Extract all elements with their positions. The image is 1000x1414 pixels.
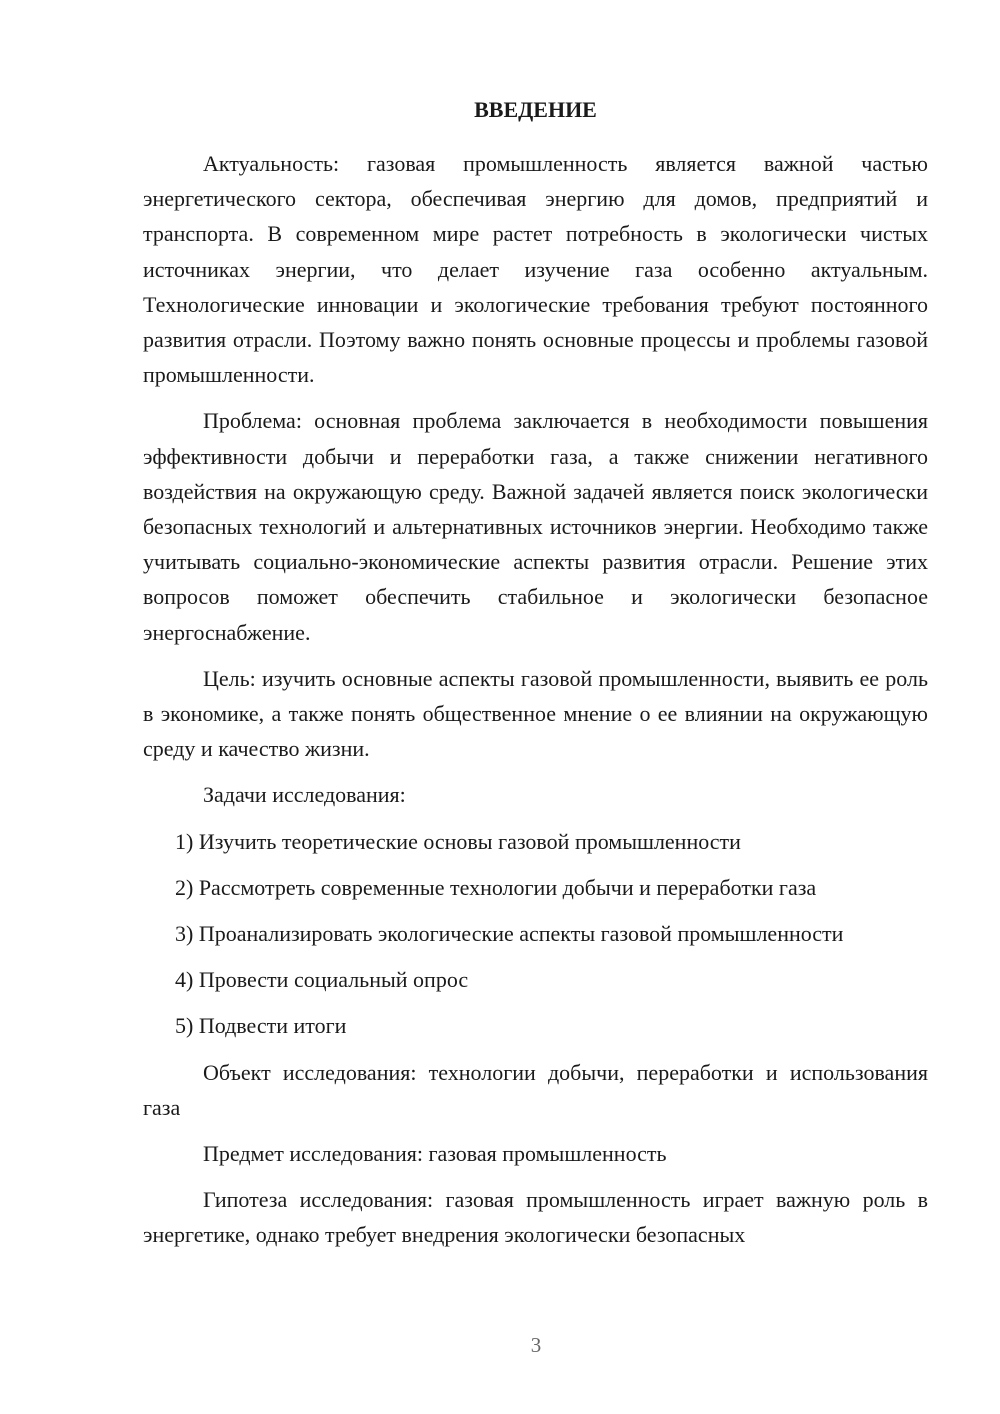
task-item-1: 1) Изучить теоретические основы газовой промышленности (175, 828, 741, 854)
task-item-5: 5) Подвести итоги (175, 1013, 347, 1039)
task-item-2: 2) Рассмотреть современные технологии добычи и переработки газа (175, 874, 817, 900)
object-paragraph: Объект исследования: технологии добычи, переработки и использования газа (143, 1059, 928, 1120)
subject-paragraph: Предмет исследования: газовая промышленность (203, 1141, 667, 1167)
relevance-paragraph: Актуальность: газовая промышленность является важной частью энергетического сектора, обеспечивая энергию для домов, предприятий и транспорта. В современном мире растет потребность в экологически чистых источниках энергии, что делает изучение газа особенно актуальным. Технологические инновации и экологические требования требуют постоянного развития отрасли. Поэтому важно понять основные процессы и проблемы газовой промышленности. (143, 151, 928, 388)
goal-paragraph: Цель: изучить основные аспекты газовой промышленности, выявить ее роль в экономике, а также понять общественное мнение о ее влиянии на окружающую среду и качество жизни. (143, 665, 928, 762)
hypothesis-paragraph: Гипотеза исследования: газовая промышленность играет важную роль в энергетике, однако требует внедрения экологически безопасных (143, 1187, 928, 1248)
task-item-4: 4) Провести социальный опрос (175, 967, 469, 993)
tasks-title: Задачи исследования: (203, 782, 406, 808)
page-title: ВВЕДЕНИЕ (474, 97, 597, 122)
task-item-3: 3) Проанализировать экологические аспекты газовой промышленности (175, 921, 844, 947)
page-number: 3 (530, 1333, 542, 1357)
problem-paragraph: Проблема: основная проблема заключается в необходимости повышения эффективности добычи и переработки газа, а также снижении негативного воздействия на окружающую среду. Важной задачей является поиск экологически безопасных технологий и альтернативных источников энергии. Необходимо также учитывать социально-экономические аспекты развития отрасли. Решение этих вопросов поможет обеспечить стабильное и экологически безопасное энергоснабжение. (143, 408, 928, 645)
document-body (143, 92, 928, 1264)
